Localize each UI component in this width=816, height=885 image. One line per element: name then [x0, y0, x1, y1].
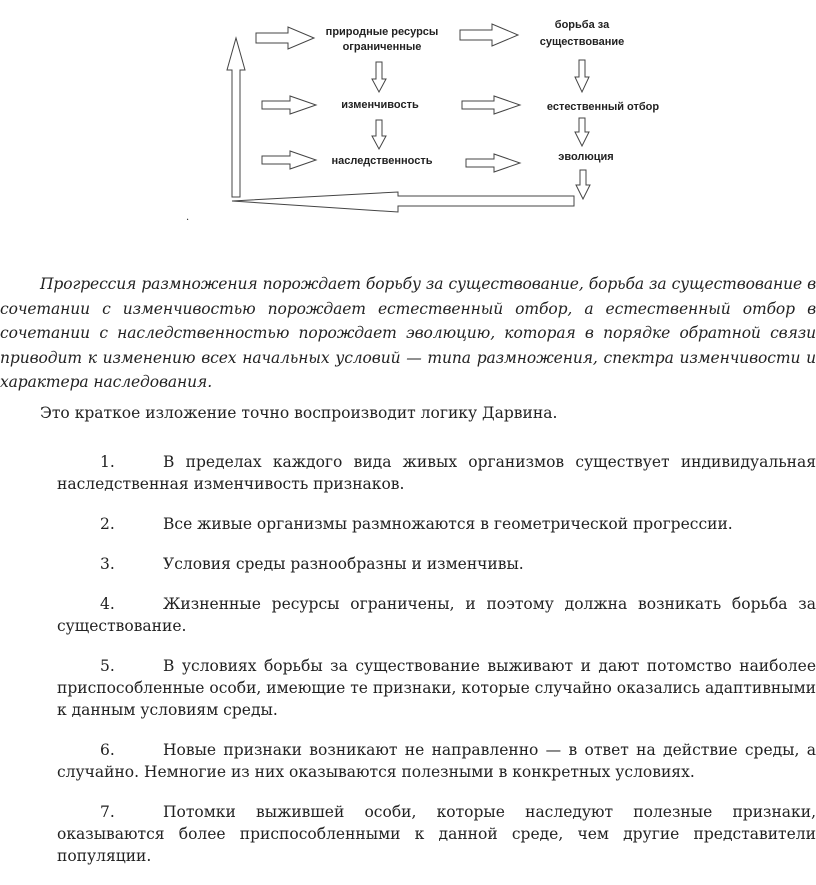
list-item-rest: оказываются более приспособленными к данной среде, чем другие представители популяции.	[57, 825, 816, 865]
arrow-resources-to-struggle	[460, 24, 518, 46]
list-item-number: 5.	[100, 657, 115, 675]
node-struggle-line2: существование	[539, 36, 625, 48]
list-item-first-line: В условиях борьбы за существование выживают и дают потомство наиболее	[163, 657, 816, 675]
list-item-number: 3.	[100, 555, 115, 573]
list-item-rest: наследственная изменчивость признаков.	[57, 475, 405, 493]
list-item	[0, 451, 816, 495]
arrow-selection-to-evolution	[575, 118, 589, 146]
list-item-rest: существование.	[57, 617, 187, 635]
list-item-first-line: В пределах каждого вида живых организмов существует индивидуальная	[163, 453, 816, 471]
arrow-to-heredity	[262, 151, 316, 169]
arrow-variability-to-heredity	[372, 120, 386, 149]
arrow-struggle-to-selection	[575, 60, 589, 92]
list-item	[0, 553, 816, 575]
arrow-evolution-down	[576, 170, 590, 199]
list-item-rest: приспособленные особи, имеющие те признаки, которые случайно оказались адаптивными к данным условиям среды.	[57, 679, 816, 719]
list-item-first-line: Новые признаки возникают не направленно — в ответ на действие среды, а	[163, 741, 816, 759]
node-evolution: эволюция	[558, 151, 614, 163]
list-item-first-line: Жизненные ресурсы ограничены, и поэтому должна возникать борьба за	[163, 595, 816, 613]
list-item-number: 4.	[100, 595, 115, 613]
node-struggle-line1: борьба за	[554, 19, 610, 31]
list-item-number: 2.	[100, 515, 115, 533]
node-selection: естественный отбор	[546, 101, 660, 113]
summary-line: Это краткое изложение точно воспроизводит логику Дарвина.	[40, 404, 558, 422]
list-item	[0, 593, 816, 637]
arrow-to-resources	[256, 27, 314, 49]
node-resources-line1: природные ресурсы	[325, 26, 439, 38]
list-item-number: 6.	[100, 741, 115, 759]
arrow-resources-to-variability	[372, 62, 386, 92]
node-heredity: наследственность	[331, 155, 433, 167]
list-item	[0, 513, 816, 535]
list-item-number: 7.	[100, 803, 115, 821]
darwin-logic-diagram	[0, 0, 816, 240]
intro-paragraph: Прогрессия размножения порождает борьбу за существование, борьба за существование в сочетании с изменчивостью порождает естественный отбор, а естественный отбор в сочетании с наследственностью порождает эволюцию, которая в порядке обратной связи приводит к изменению всех начальных условий — типа размножения, спектра изменчивости и характера наследования.	[0, 275, 816, 391]
node-variability: изменчивость	[341, 99, 419, 111]
principles-list	[0, 451, 816, 885]
list-item-number: 1.	[100, 453, 115, 471]
arrow-to-variability	[262, 96, 316, 114]
feedback-up-arrow	[227, 38, 245, 197]
list-item-first-line: Условия среды разнообразны и изменчивы.	[163, 555, 524, 573]
list-item	[0, 739, 816, 783]
arrow-heredity-to-evolution	[466, 154, 520, 172]
list-item-first-line: Потомки выжившей особи, которые наследуют полезные признаки,	[163, 803, 816, 821]
list-item-first-line: Все живые организмы размножаются в геометрической прогрессии.	[163, 515, 733, 533]
node-resources-line2: ограниченные	[342, 41, 422, 53]
feedback-arrow	[232, 192, 574, 212]
arrow-variability-to-selection	[462, 96, 520, 114]
list-item-rest: случайно. Немногие из них оказываются полезными в конкретных условиях.	[57, 763, 695, 781]
list-item	[0, 655, 816, 721]
stray-dot: .	[186, 212, 190, 223]
list-item	[0, 801, 816, 867]
